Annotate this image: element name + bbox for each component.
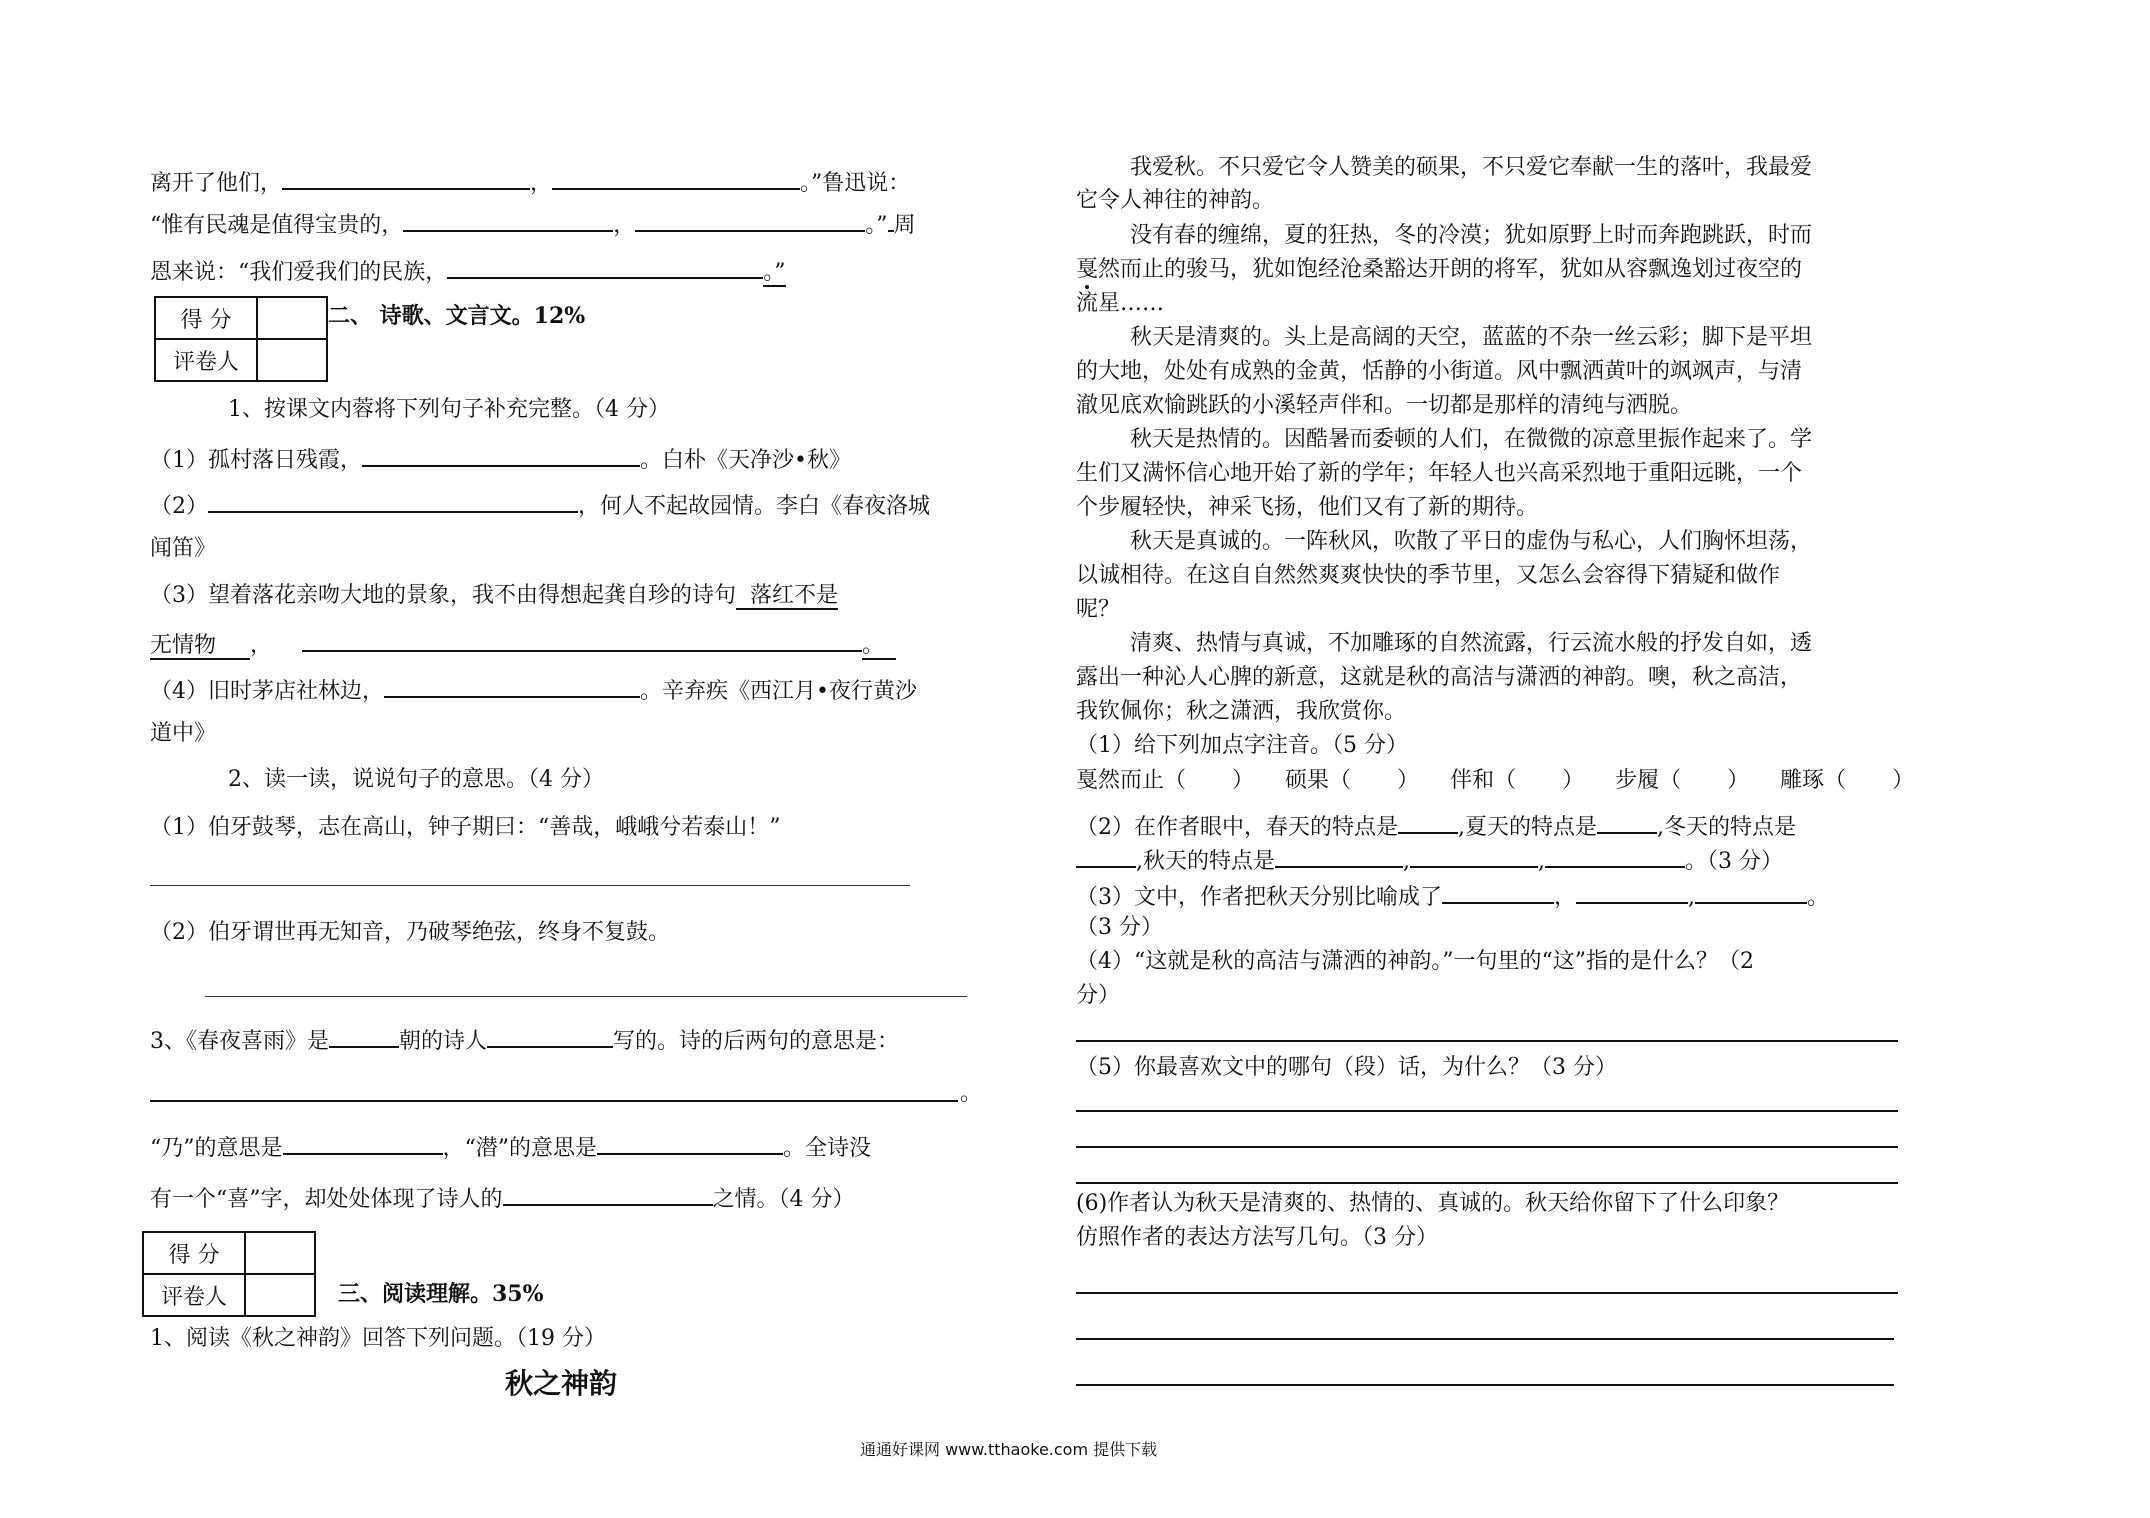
blank[interactable] — [1410, 844, 1538, 868]
q2-2: （2）伯牙谓世再无知音，乃破琴绝弦，终身不复鼓。 — [150, 920, 670, 945]
rq-1: （1）给下列加点字注音。（5 分） — [1076, 733, 1408, 758]
passage-line: 我爱秋。不只爱它令人赞美的硕果，不只爱它奉献一生的落叶，我最爱 — [1130, 155, 1813, 180]
question-2: 2、读一读，说说句子的意思。（4 分） — [228, 767, 604, 792]
passage-line: 的大地，处处有成熟的金黄，恬静的小街道。风中飘洒黄叶的飒飒声，与清 — [1076, 359, 1803, 384]
q1-1: （1）孤村落日残霞， 。白朴《天净沙•秋》 — [150, 443, 851, 475]
blank[interactable] — [487, 1024, 613, 1048]
answer-line[interactable] — [1076, 1110, 1898, 1112]
blank[interactable] — [1597, 810, 1657, 834]
passage-line: 我钦佩你；秋之潇洒，我欣赏你。 — [1076, 699, 1407, 724]
answer-line[interactable] — [150, 1100, 958, 1102]
q1-3: （3）望着落花亲吻大地的景象，我不由得想起龚自珍的诗句 落红不是 — [150, 583, 839, 608]
left-line-1: 离开了他们， ， 。”鲁迅说： — [150, 166, 910, 198]
rq-4b: 分） — [1076, 983, 1121, 1008]
answer-line[interactable] — [1076, 1292, 1898, 1294]
rq-4a: （4）“这就是秋的高洁与潇洒的神韵。”一句里的“这”指的是什么？（2 — [1076, 949, 1754, 974]
score-table-2 — [154, 296, 328, 382]
passage-line: 它令人神往的神韵。 — [1076, 188, 1275, 213]
q3c: 有一个“喜”字，却处处体现了诗人的 之情。（4 分） — [150, 1182, 855, 1214]
grader-label: 评卷人 — [155, 339, 257, 381]
answer-line[interactable] — [1076, 1040, 1898, 1042]
q1-2: （2） ，何人不起故园情。李白《春夜洛城 — [150, 489, 930, 521]
score-label: 得 分 — [155, 297, 257, 339]
passage-line: 秋天是真诚的。一阵秋风，吹散了平日的虚伪与私心，人们胸怀坦荡， — [1130, 529, 1813, 554]
q1-3b: 无情物 ， 。 — [150, 628, 896, 660]
passage-line: 以诚相待。在这自自然然爽爽快快的季节里，又怎么会容得下猜疑和做作 — [1076, 563, 1781, 588]
grader-box[interactable] — [257, 339, 327, 381]
section-3-heading: 三、阅读理解。35% — [338, 1281, 544, 1307]
answer-line[interactable] — [150, 885, 910, 886]
blank[interactable] — [329, 1024, 399, 1048]
blank[interactable] — [1576, 880, 1688, 904]
blank[interactable] — [208, 489, 578, 513]
answer-line[interactable] — [205, 996, 967, 997]
blank[interactable] — [1275, 844, 1403, 868]
passage-line: 露出一种沁人心脾的新意，这就是秋的高洁与潇洒的神韵。噢，秋之高洁， — [1076, 665, 1803, 690]
passage-line: 生们又满怀信心地开始了新的学年；年轻人也兴高采烈地于重阳远眺，一个 — [1076, 461, 1803, 486]
blank[interactable] — [1695, 880, 1807, 904]
q1-4b: 道中》 — [150, 721, 217, 746]
section-2-heading: 二、 诗歌、文言文。12% — [328, 303, 586, 329]
blank[interactable] — [283, 1131, 443, 1155]
blank[interactable] — [1545, 844, 1685, 868]
question-1: 1、按课文内蓉将下列句子补充完整。（4 分） — [228, 397, 670, 422]
passage-line: 秋天是清爽的。头上是高阔的天空，蓝蓝的不杂一丝云彩；脚下是平坦 — [1130, 325, 1813, 350]
blank[interactable] — [597, 1131, 783, 1155]
q3-end: 。 — [960, 1081, 983, 1106]
blank[interactable] — [384, 674, 640, 698]
passage-line: 戛然而止的骏马，犹如饱经沧桑豁达开朗的将军，犹如从容飘逸划过夜空的 — [1076, 257, 1803, 282]
blank[interactable] — [403, 208, 613, 232]
blank[interactable] — [302, 628, 862, 652]
passage-line: 秋天是热情的。因酷暑而委顿的人们，在微微的凉意里振作起来了。学 — [1130, 427, 1813, 452]
score-box[interactable] — [257, 297, 327, 339]
answer-line[interactable] — [1076, 1182, 1898, 1184]
blank[interactable] — [447, 255, 763, 279]
q3b: “乃”的意思是 ，“潜”的意思是 。全诗没 — [150, 1131, 871, 1163]
left-line-2: “惟有民魂是值得宝贵的， ， 。” 周 — [150, 208, 916, 240]
passage-line: 澈见底欢愉跳跃的小溪轻声伴和。一切都是那样的清纯与洒脱。 — [1076, 393, 1693, 418]
rq-3b: （3 分） — [1076, 915, 1163, 940]
blank[interactable] — [362, 443, 640, 467]
blank[interactable] — [635, 208, 865, 232]
blank[interactable] — [1442, 880, 1554, 904]
passage-line: 个步履轻快，神采飞扬，他们又有了新的期待。 — [1076, 495, 1539, 520]
blank[interactable] — [552, 166, 800, 190]
left-line-3: 恩来说：“我们爱我们的民族， 。” — [150, 255, 786, 287]
passage-line: 流星…… — [1076, 291, 1165, 316]
q2-1: （1）伯牙鼓琴，志在高山，钟子期曰：“善哉，峨峨兮若泰山！” — [150, 815, 781, 840]
article-title: 秋之神韵 — [505, 1367, 618, 1400]
reading-question-1: 1、阅读《秋之神韵》回答下列问题。（19 分） — [150, 1326, 606, 1351]
blank[interactable] — [1398, 810, 1458, 834]
question-3: 3、《春夜喜雨》是 朝的诗人 写的。诗的后两句的意思是： — [150, 1024, 899, 1056]
rq-2a: （2）在作者眼中，春天的特点是 ,夏天的特点是 ,冬天的特点是 — [1076, 810, 1796, 842]
blank[interactable] — [1076, 844, 1136, 868]
answer-line[interactable] — [1076, 1384, 1894, 1386]
rq-6b: 仿照作者的表达方法写几句。（3 分） — [1076, 1225, 1438, 1250]
rq-3a: （3）文中，作者把秋天分别比喻成了 ， , 。 — [1076, 880, 1829, 912]
passage-line: 清爽、热情与真诚，不加雕琢的自然流露，行云流水般的抒发自如，透 — [1130, 631, 1813, 656]
passage-line: 没有春的缠绵，夏的狂热，冬的冷漠；犹如原野上时而奔跑跳跃，时而 — [1130, 223, 1813, 248]
blank[interactable] — [503, 1182, 713, 1206]
blank[interactable] — [282, 166, 530, 190]
rq-1-words: 戛然而止（ ） 硕果（ ） 伴和（ ） 步履（ ） 雕琢（ ） — [1076, 768, 1915, 793]
q1-2b: 闻笛》 — [150, 536, 217, 561]
answer-line[interactable] — [1076, 1338, 1894, 1340]
score-table-3 — [142, 1231, 316, 1317]
answer-line[interactable] — [1076, 1146, 1898, 1148]
rq-5: （5）你最喜欢文中的哪句（段）话，为什么？（3 分） — [1076, 1055, 1617, 1080]
rq-6a: (6)作者认为秋天是清爽的、热情的、真诚的。秋天给你留下了什么印象？ — [1076, 1191, 1790, 1216]
score-box[interactable] — [245, 1232, 315, 1274]
passage-line: 呢？ — [1076, 597, 1121, 622]
q1-4: （4）旧时茅店社林边， 。辛弃疾《西江月•夜行黄沙 — [150, 674, 917, 706]
grader-label: 评卷人 — [143, 1274, 245, 1316]
score-label: 得 分 — [143, 1232, 245, 1274]
grader-box[interactable] — [245, 1274, 315, 1316]
rq-2b: ,秋天的特点是 , , 。（3 分） — [1076, 844, 1783, 876]
footer-credit: 通通好课网 www.tthaoke.com 提供下载 — [860, 1440, 1158, 1459]
